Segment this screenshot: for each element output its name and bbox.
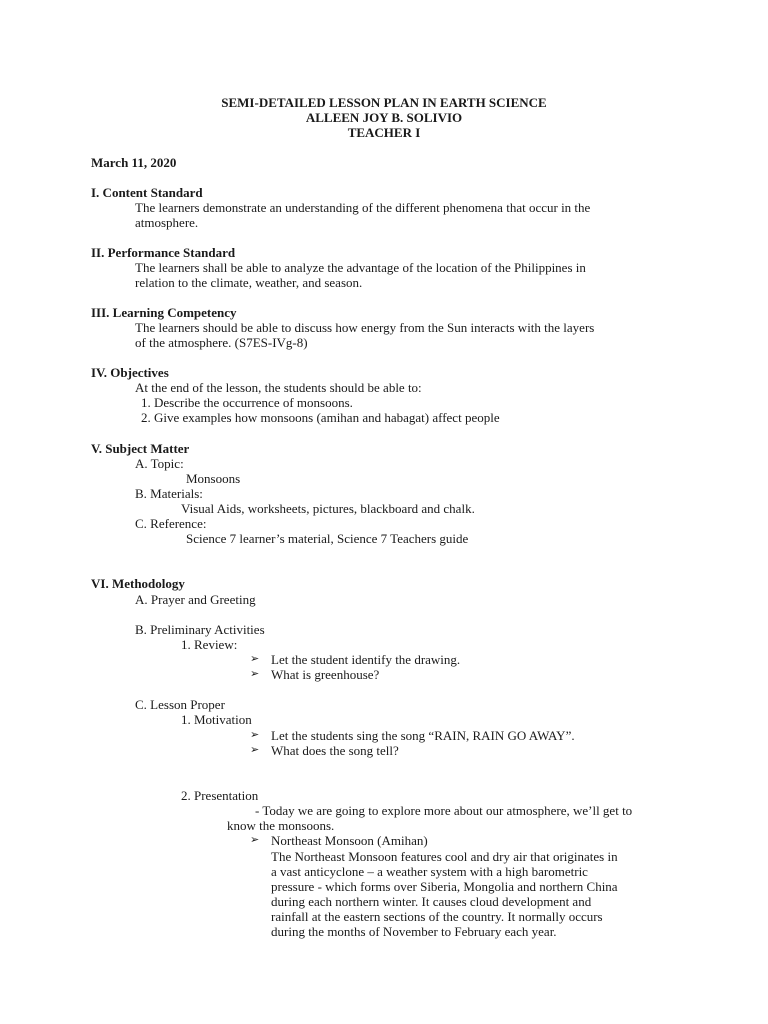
reference-label: C. Reference: bbox=[135, 516, 207, 531]
monsoon-description-line: during each northern winter. It causes cloud development and bbox=[271, 894, 592, 909]
review-bullet: Let the student identify the drawing. bbox=[271, 652, 461, 667]
monsoon-description-line: The Northeast Monsoon features cool and dry air that originates in bbox=[271, 849, 618, 864]
motivation-bullet: What does the song tell? bbox=[271, 743, 399, 758]
learning-competency-line: The learners should be able to discuss how energy from the Sun interacts with the layers bbox=[135, 320, 595, 335]
materials-value: Visual Aids, worksheets, pictures, blackboard and chalk. bbox=[181, 501, 475, 516]
performance-standard-heading: II. Performance Standard bbox=[91, 245, 236, 260]
prayer-greeting: A. Prayer and Greeting bbox=[135, 592, 256, 607]
objectives-intro: At the end of the lesson, the students should be able to: bbox=[135, 380, 422, 395]
review-bullet: What is greenhouse? bbox=[271, 667, 380, 682]
topic-value: Monsoons bbox=[186, 471, 241, 486]
objectives-heading: IV. Objectives bbox=[91, 365, 169, 380]
monsoon-title: Northeast Monsoon (Amihan) bbox=[271, 833, 428, 848]
lesson-proper: C. Lesson Proper bbox=[135, 697, 225, 712]
methodology-heading: VI. Methodology bbox=[91, 576, 185, 591]
presentation-label: 2. Presentation bbox=[181, 788, 259, 803]
performance-standard-line: The learners shall be able to analyze the advantage of the location of the Philippines in bbox=[135, 260, 586, 275]
reference-value: Science 7 learner’s material, Science 7 Teachers guide bbox=[186, 531, 469, 546]
review-label: 1. Review: bbox=[181, 637, 238, 652]
objective-item: 2. Give examples how monsoons (amihan and habagat) affect people bbox=[141, 410, 500, 425]
monsoon-description-line: during the months of November to February each year. bbox=[271, 924, 557, 939]
monsoon-description-line: a vast anticyclone – a weather system with a high barometric bbox=[271, 864, 588, 879]
objective-item: 1. Describe the occurrence of monsoons. bbox=[141, 395, 353, 410]
teacher-name: ALLEEN JOY B. SOLIVIO bbox=[305, 110, 463, 125]
bullet-arrow-icon: ➢ bbox=[250, 834, 260, 846]
monsoon-description-line: rainfall at the eastern sections of the country. It normally occurs bbox=[271, 909, 603, 924]
bullet-arrow-icon: ➢ bbox=[250, 744, 260, 756]
preliminary-activities: B. Preliminary Activities bbox=[135, 622, 265, 637]
presentation-line: know the monsoons. bbox=[227, 818, 335, 833]
teacher-position: TEACHER I bbox=[347, 125, 421, 140]
motivation-bullet: Let the students sing the song “RAIN, RAIN GO AWAY”. bbox=[271, 728, 575, 743]
presentation-line: - Today we are going to explore more about our atmosphere, we’ll get to bbox=[255, 803, 633, 818]
materials-label: B. Materials: bbox=[135, 486, 203, 501]
lesson-date: March 11, 2020 bbox=[91, 155, 177, 170]
document-title: SEMI-DETAILED LESSON PLAN IN EARTH SCIENCE bbox=[221, 95, 547, 110]
monsoon-description-line: pressure - which forms over Siberia, Mongolia and northern China bbox=[271, 879, 618, 894]
learning-competency-heading: III. Learning Competency bbox=[91, 305, 237, 320]
topic-label: A. Topic: bbox=[135, 456, 184, 471]
performance-standard-line: relation to the climate, weather, and season. bbox=[135, 275, 363, 290]
content-standard-line: atmosphere. bbox=[135, 215, 199, 230]
motivation-label: 1. Motivation bbox=[181, 712, 252, 727]
bullet-arrow-icon: ➢ bbox=[250, 668, 260, 680]
bullet-arrow-icon: ➢ bbox=[250, 653, 260, 665]
content-standard-line: The learners demonstrate an understanding of the different phenomena that occur in the bbox=[135, 200, 591, 215]
content-standard-heading: I. Content Standard bbox=[91, 185, 203, 200]
subject-matter-heading: V. Subject Matter bbox=[91, 441, 190, 456]
bullet-arrow-icon: ➢ bbox=[250, 729, 260, 741]
learning-competency-line: of the atmosphere. (S7ES-IVg-8) bbox=[135, 335, 308, 350]
